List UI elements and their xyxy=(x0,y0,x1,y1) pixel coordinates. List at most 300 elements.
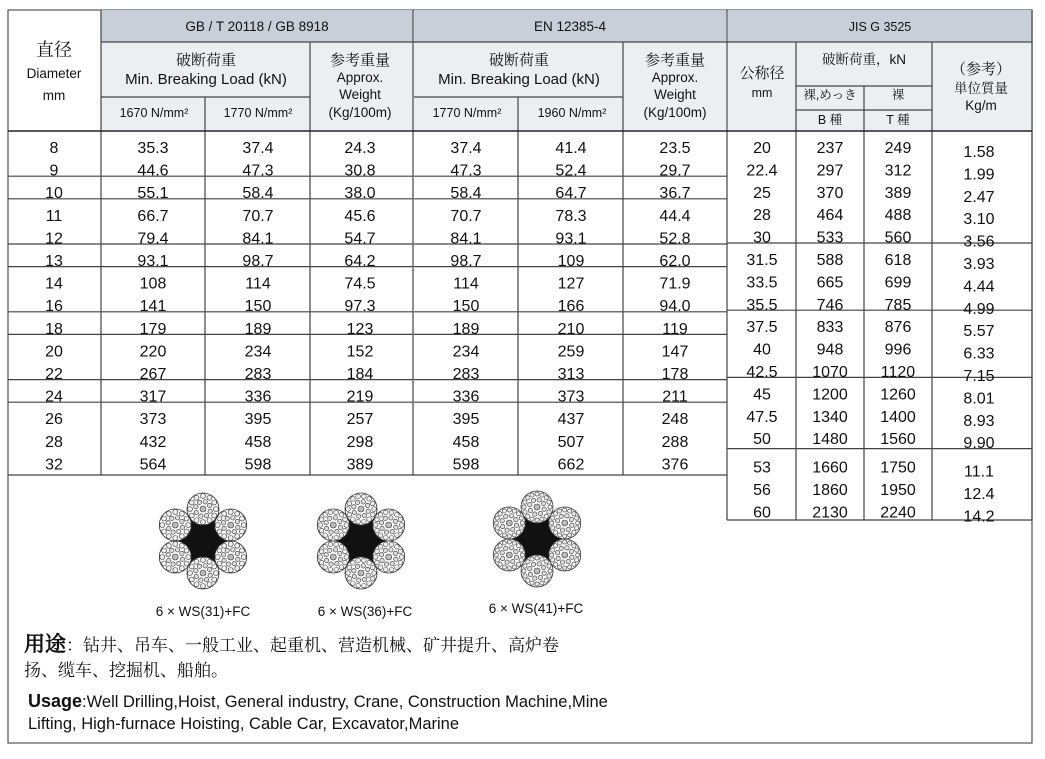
wire xyxy=(390,561,394,565)
wire xyxy=(550,553,554,557)
wire xyxy=(166,526,170,530)
wire xyxy=(214,571,219,576)
wire xyxy=(531,498,535,502)
wire xyxy=(351,561,356,566)
wire xyxy=(203,564,207,568)
wire xyxy=(537,498,541,502)
cell-d: 24 xyxy=(45,388,63,406)
core-wire xyxy=(386,522,392,528)
wire xyxy=(236,557,240,561)
cell-gb2: 336 xyxy=(244,388,272,406)
cell-d: 26 xyxy=(45,411,63,429)
wire xyxy=(542,507,546,511)
jis-cell-t: 876 xyxy=(884,319,912,337)
wire xyxy=(180,551,184,555)
wire xyxy=(547,564,551,568)
wire xyxy=(362,577,366,581)
wire xyxy=(379,521,383,525)
wire xyxy=(239,548,244,553)
cell-en2: 662 xyxy=(557,456,585,474)
cell-d: 16 xyxy=(45,298,63,316)
jis-cell-m: 8.93 xyxy=(963,412,995,430)
wire xyxy=(335,529,339,533)
wire xyxy=(188,571,193,576)
jis-galv: 裸,めっき xyxy=(803,88,857,102)
jis-cell-d: 53 xyxy=(753,459,771,477)
wire xyxy=(383,516,387,520)
wire xyxy=(511,559,515,563)
strand xyxy=(317,541,349,573)
wire xyxy=(559,514,563,518)
cell-en1: 98.7 xyxy=(450,253,482,270)
jis-cell-m: 8.01 xyxy=(963,390,995,408)
wire xyxy=(535,492,539,496)
construction-label-1: 6 × WS(31)+FC xyxy=(155,604,251,619)
wire xyxy=(498,544,502,548)
wire xyxy=(520,553,524,557)
cell-gbw: 54.7 xyxy=(344,230,376,248)
core-wire xyxy=(534,568,540,574)
cell-enw: 147 xyxy=(661,343,689,361)
wire xyxy=(226,530,230,534)
usage-en-line2: Lifting, High-furnace Hoisting, Cable Car, Excavator,Marine xyxy=(28,715,460,733)
wire xyxy=(502,533,506,537)
cell-gb1: 564 xyxy=(139,456,167,474)
wire xyxy=(530,493,534,497)
cell-d: 8 xyxy=(49,140,59,157)
wire xyxy=(393,551,397,555)
wire xyxy=(507,566,511,570)
wire xyxy=(201,520,206,525)
jis-cell-t: 312 xyxy=(884,162,912,180)
cell-en2: 78.3 xyxy=(555,207,587,225)
cell-enw: 23.5 xyxy=(659,140,691,157)
wire xyxy=(180,525,184,529)
strand xyxy=(373,541,405,573)
wire xyxy=(352,574,356,578)
strand xyxy=(549,539,581,571)
wire xyxy=(343,549,348,554)
jis-cell-m: 14.2 xyxy=(963,508,995,526)
cell-enw: 211 xyxy=(662,388,688,406)
wire xyxy=(232,561,236,565)
wire xyxy=(535,518,539,522)
wire xyxy=(553,562,557,566)
wire xyxy=(222,558,226,562)
wire xyxy=(319,517,324,522)
wire xyxy=(378,565,383,570)
jis-cell-t: 560 xyxy=(884,229,912,247)
wire xyxy=(166,511,171,516)
wire xyxy=(365,567,369,571)
wire xyxy=(232,529,236,533)
wire xyxy=(551,526,555,530)
wire xyxy=(570,555,574,559)
jis-group-title: JIS G 3525 xyxy=(848,20,912,34)
wire xyxy=(528,572,532,576)
jis-cell-t: 389 xyxy=(884,184,912,202)
wire xyxy=(166,534,171,539)
wire xyxy=(207,518,212,523)
wire xyxy=(166,543,171,548)
wire xyxy=(241,555,246,560)
jis-cell-d: 42.5 xyxy=(746,364,778,381)
cell-en2: 52.4 xyxy=(555,162,587,180)
wire xyxy=(362,558,367,563)
wire xyxy=(361,500,365,504)
cell-en1: 58.4 xyxy=(450,185,482,203)
wire xyxy=(343,528,348,533)
cell-enw: 62.0 xyxy=(659,253,691,270)
wire xyxy=(239,516,244,521)
gb-breaking-cn: 破断荷重 xyxy=(175,52,237,69)
wire xyxy=(523,574,527,578)
wire xyxy=(203,500,207,504)
wire xyxy=(502,565,506,569)
jis-cell-d: 25 xyxy=(753,184,771,202)
wire xyxy=(365,503,369,507)
wire xyxy=(523,564,527,568)
cell-en1: 70.7 xyxy=(450,207,482,225)
wire xyxy=(379,553,383,557)
wire xyxy=(199,514,203,518)
wire xyxy=(370,512,375,517)
rope-cross-sections xyxy=(159,491,580,589)
jis-cell-m: 9.90 xyxy=(963,435,995,453)
wire xyxy=(177,529,181,533)
jis-nominal-unit: mm xyxy=(751,86,773,100)
wire xyxy=(344,555,349,560)
wire xyxy=(207,495,212,500)
jis-cell-t: 2240 xyxy=(880,504,916,522)
jis-cell-d: 30 xyxy=(753,229,771,247)
cell-en2: 507 xyxy=(557,433,585,451)
cell-en1: 47.3 xyxy=(450,162,482,180)
wire xyxy=(236,525,240,529)
wire xyxy=(540,581,544,585)
cell-d: 12 xyxy=(45,230,63,248)
jis-breaking: 破断荷重，kN xyxy=(822,52,906,67)
wire xyxy=(516,530,520,534)
cell-d: 10 xyxy=(45,185,63,203)
cell-d: 14 xyxy=(45,275,63,293)
wire xyxy=(334,542,339,547)
usage-cn-line2: 扬、缆车、挖掘机、船舶。 xyxy=(24,661,228,680)
wire xyxy=(179,534,184,539)
core-wire xyxy=(228,522,234,528)
construction-label-2: 6 × WS(36)+FC xyxy=(317,604,413,619)
wire xyxy=(235,551,239,555)
wire xyxy=(556,524,560,528)
cell-d: 22 xyxy=(45,366,63,383)
cell-gbw: 45.6 xyxy=(344,207,376,225)
wire xyxy=(367,581,372,586)
wire xyxy=(528,508,532,512)
wire xyxy=(225,516,229,520)
wire xyxy=(175,516,179,520)
cell-gb2: 458 xyxy=(244,433,272,451)
jis-cell-t: 1400 xyxy=(880,408,916,426)
core-wire xyxy=(200,570,206,576)
wire xyxy=(370,576,375,581)
wire xyxy=(362,583,367,588)
strand xyxy=(187,557,219,589)
jis-cell-m: 3.56 xyxy=(963,233,995,251)
jis-cell-b: 237 xyxy=(816,140,844,157)
jis-cell-m: 1.58 xyxy=(963,144,995,161)
wire xyxy=(514,517,518,521)
wire xyxy=(362,519,367,524)
rope-diagram-3 xyxy=(493,491,580,587)
wire xyxy=(398,528,403,533)
wire xyxy=(568,533,572,537)
wire xyxy=(563,508,567,512)
wire xyxy=(526,496,530,500)
cell-en2: 64.7 xyxy=(555,185,587,203)
cell-gbw: 97.3 xyxy=(344,298,376,316)
wire xyxy=(235,543,240,548)
jis-cell-b: 833 xyxy=(816,319,844,337)
wire xyxy=(378,513,383,518)
wire xyxy=(394,557,398,561)
wire xyxy=(367,497,372,502)
wire xyxy=(180,519,184,523)
wire xyxy=(189,577,194,582)
wire xyxy=(323,565,328,570)
cell-gb2: 84.1 xyxy=(242,230,274,248)
wire xyxy=(171,530,175,534)
wire xyxy=(207,559,212,564)
wire xyxy=(184,516,189,521)
wire xyxy=(572,512,576,516)
wire xyxy=(504,546,508,550)
wire xyxy=(339,533,344,538)
wire xyxy=(215,523,220,528)
jis-cell-b: 746 xyxy=(816,296,844,314)
wire xyxy=(207,567,211,571)
wire xyxy=(217,561,222,566)
cell-gb2: 47.3 xyxy=(242,162,274,180)
wire xyxy=(495,558,499,562)
wire xyxy=(395,513,400,518)
wire xyxy=(160,555,165,560)
cell-enw: 71.9 xyxy=(659,275,691,293)
wire xyxy=(217,516,222,521)
jis-cell-m: 6.33 xyxy=(963,345,995,363)
wire xyxy=(498,530,502,534)
core-wire xyxy=(172,522,178,528)
cell-en2: 166 xyxy=(557,298,585,316)
wire xyxy=(352,510,356,514)
wire xyxy=(495,548,499,552)
wire xyxy=(170,516,174,520)
cell-d: 28 xyxy=(45,433,63,451)
wire xyxy=(384,535,389,540)
wire xyxy=(184,561,189,566)
wire xyxy=(194,510,198,514)
jis-t-grade: T 種 xyxy=(886,113,910,127)
wire xyxy=(384,567,389,572)
wire xyxy=(373,555,378,560)
wire xyxy=(324,526,328,530)
wire xyxy=(225,548,229,552)
gb-grade-2: 1770 N/mm² xyxy=(223,106,293,120)
wire xyxy=(519,526,523,530)
wire xyxy=(318,523,323,528)
wire xyxy=(179,511,184,516)
usage-cn-label: 用途 xyxy=(24,633,66,656)
jis-cell-m: 4.44 xyxy=(963,278,995,296)
en-grade-1: 1770 N/mm² xyxy=(432,106,502,120)
wire xyxy=(384,530,388,534)
wire xyxy=(569,549,573,553)
wire xyxy=(366,509,370,513)
wire xyxy=(507,508,511,512)
wire xyxy=(519,548,523,552)
wire xyxy=(173,542,178,547)
wire xyxy=(222,566,227,571)
cell-gb2: 189 xyxy=(244,320,272,338)
jis-cell-b: 665 xyxy=(816,274,844,292)
wire xyxy=(398,560,403,565)
wire xyxy=(575,516,579,520)
wire xyxy=(228,568,233,573)
wire xyxy=(565,514,569,518)
cell-gb2: 70.7 xyxy=(242,207,274,225)
cell-d: 18 xyxy=(45,320,63,338)
wire xyxy=(175,548,179,552)
jis-cell-d: 56 xyxy=(753,482,771,499)
cell-gb2: 395 xyxy=(244,411,272,429)
cell-en2: 109 xyxy=(557,253,585,270)
wire xyxy=(380,526,384,530)
wire xyxy=(498,562,502,566)
wire xyxy=(512,541,516,545)
wire xyxy=(538,575,542,579)
wire xyxy=(494,553,498,557)
wire xyxy=(180,557,184,561)
cell-en1: 84.1 xyxy=(450,230,482,248)
en-group-title: EN 12385-4 xyxy=(533,19,607,34)
wire xyxy=(535,556,539,560)
wire xyxy=(344,523,349,528)
wire xyxy=(188,507,193,512)
cell-gbw: 38.0 xyxy=(344,185,376,203)
core-wire xyxy=(358,570,364,576)
cell-en1: 458 xyxy=(452,433,480,451)
wire xyxy=(347,512,352,517)
jis-cell-b: 1480 xyxy=(812,431,848,449)
wire xyxy=(565,546,569,550)
strand xyxy=(159,541,191,573)
wire xyxy=(541,501,545,505)
wire xyxy=(384,510,389,515)
wire xyxy=(333,516,337,520)
wire xyxy=(370,565,375,570)
core-wire xyxy=(534,504,540,510)
jis-cell-d: 33.5 xyxy=(746,274,778,292)
wire xyxy=(551,558,555,562)
wire xyxy=(189,564,194,569)
en-breaking-cn: 破断荷重 xyxy=(488,52,550,69)
jis-cell-b: 1070 xyxy=(812,364,848,381)
wire xyxy=(540,493,544,497)
wire xyxy=(160,523,165,528)
wire xyxy=(228,536,233,541)
wire xyxy=(519,558,523,562)
cell-en1: 150 xyxy=(452,298,480,316)
jis-cell-t: 699 xyxy=(884,274,912,292)
wire xyxy=(226,562,230,566)
jis-b-grade: B 種 xyxy=(817,113,843,127)
wire xyxy=(199,578,203,582)
cell-enw: 52.8 xyxy=(659,230,691,248)
wire xyxy=(235,519,239,523)
wire xyxy=(572,530,576,534)
usage-cn-text1: ：钻井、吊车、一般工业、起重机、营造机械、矿井提升、高炉卷 xyxy=(66,636,559,655)
wire xyxy=(207,503,211,507)
cell-gbw: 298 xyxy=(346,433,374,451)
wire xyxy=(498,512,502,516)
cell-gb1: 141 xyxy=(139,298,167,316)
en-weight-en1: Approx. xyxy=(651,70,699,85)
jis-cell-b: 2130 xyxy=(812,504,848,522)
wire xyxy=(194,495,199,500)
wire xyxy=(547,574,551,578)
wire xyxy=(347,565,352,570)
wire xyxy=(231,548,235,552)
construction-label-3: 6 × WS(41)+FC xyxy=(488,601,584,616)
wire xyxy=(329,530,333,534)
wire xyxy=(544,514,548,518)
wire xyxy=(373,523,378,528)
wire xyxy=(398,517,403,522)
cell-gbw: 257 xyxy=(346,411,374,429)
wire xyxy=(334,567,339,572)
jis-cell-t: 1560 xyxy=(880,431,916,449)
wire xyxy=(551,548,555,552)
wire xyxy=(346,507,351,512)
wire xyxy=(522,505,526,509)
wire xyxy=(544,496,548,500)
cell-gb2: 98.7 xyxy=(242,253,274,270)
wire xyxy=(568,541,572,545)
wire xyxy=(177,561,181,565)
wire xyxy=(362,513,366,517)
jis-cell-d: 47.5 xyxy=(746,408,778,426)
wire xyxy=(560,528,564,532)
wire xyxy=(212,564,217,569)
wire xyxy=(559,546,563,550)
wire xyxy=(361,564,365,568)
wire xyxy=(516,562,520,566)
wire xyxy=(179,543,184,548)
core-wire xyxy=(200,506,206,512)
jis-cell-d: 31.5 xyxy=(746,252,778,269)
wire xyxy=(356,583,361,588)
wire xyxy=(217,548,222,553)
cell-enw: 94.0 xyxy=(659,298,691,316)
wire xyxy=(399,555,404,560)
wire xyxy=(356,494,361,499)
wire xyxy=(170,548,174,552)
wire xyxy=(323,533,328,538)
wire xyxy=(372,507,377,512)
wire xyxy=(328,516,332,520)
core-wire xyxy=(386,554,392,560)
cell-gb1: 373 xyxy=(139,411,167,429)
cell-en1: 37.4 xyxy=(450,140,482,157)
